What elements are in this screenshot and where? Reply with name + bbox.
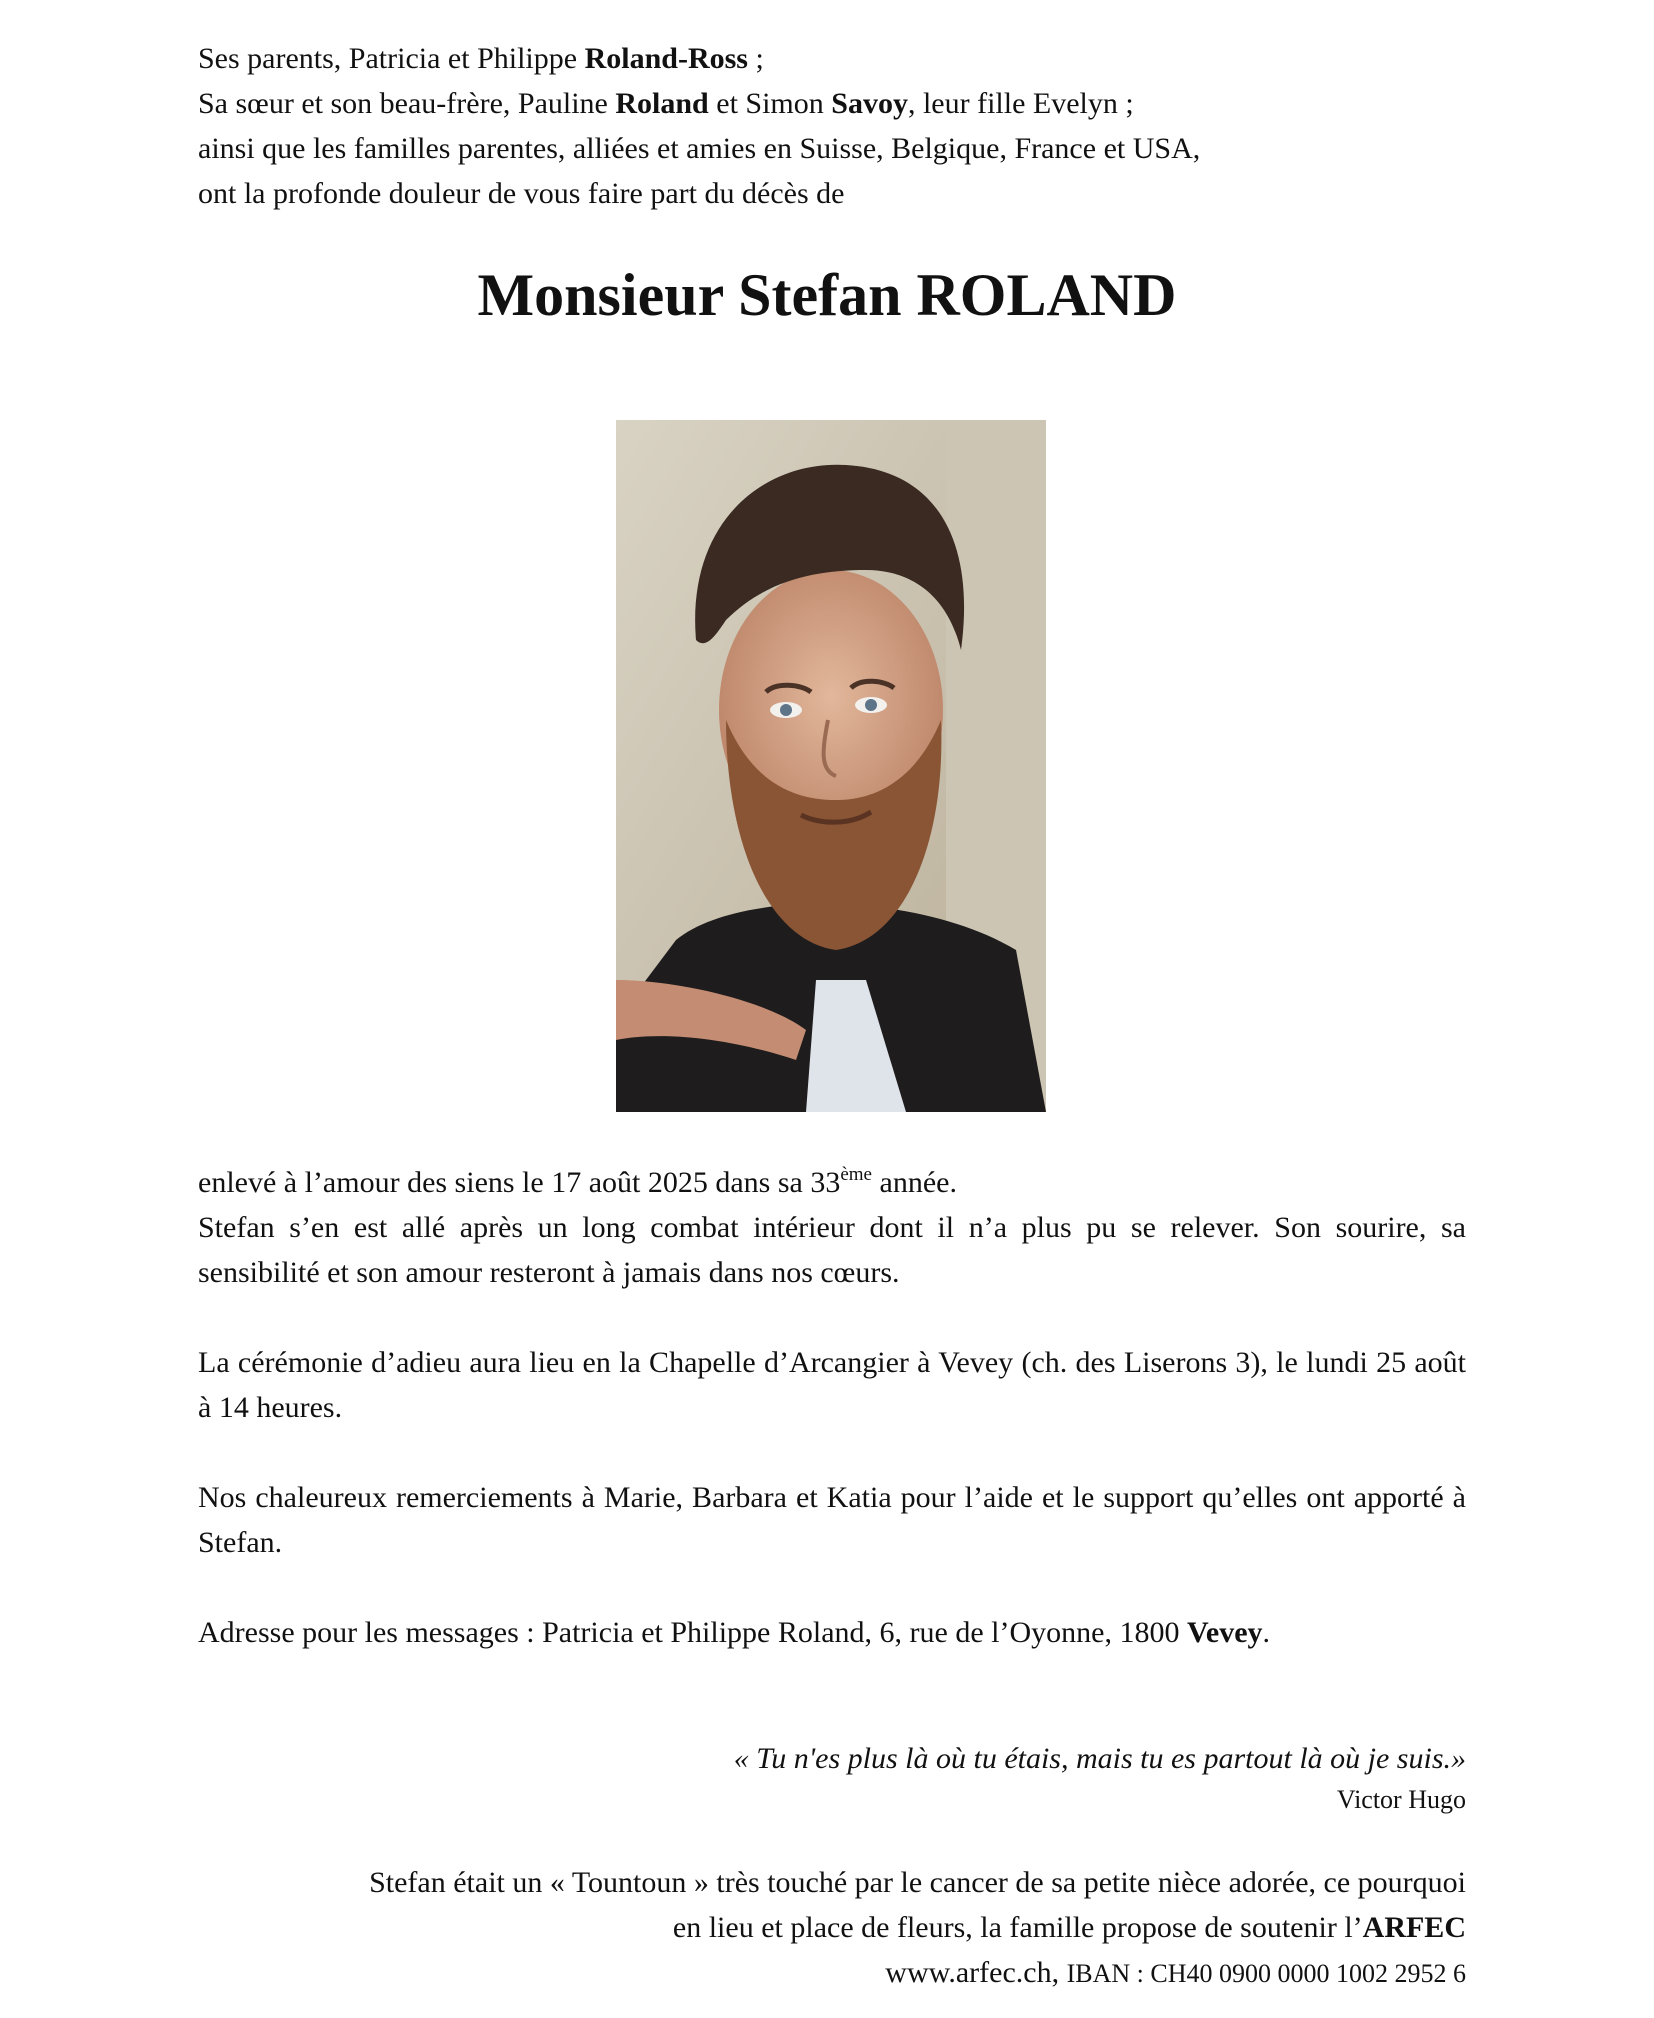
deceased-name-title: Monsieur Stefan ROLAND — [477, 262, 1177, 328]
donation-notice — [198, 1860, 1466, 1996]
charity-website: www.arfec.ch, — [885, 1956, 1067, 1989]
donation-line-2: en lieu et place de fleurs, la famille propose de soutenir l’ARFEC — [672, 1911, 1466, 1944]
remembrance-paragraph: Stefan s’en est allé après un long combat intérieur dont il n’a plus pu se relever. Son sourire, sa sensibilité et son amour resteront à jamais dans nos cœurs. — [198, 1211, 1466, 1289]
family-name-roland-ross: Roland-Ross — [584, 42, 748, 75]
address-city: Vevey — [1186, 1616, 1263, 1649]
portrait-photo — [616, 420, 1046, 1112]
ordinal-suffix: ème — [840, 1164, 872, 1185]
thanks-paragraph: Nos chaleureux remerciements à Marie, Barbara et Katia pour l’aide et le support qu’elles ont apporté à Stefan. — [198, 1481, 1466, 1559]
quote-author: Victor Hugo — [1336, 1785, 1466, 1814]
iban-number: IBAN : CH40 0900 0000 1002 2952 6 — [1066, 1959, 1466, 1988]
ceremony-paragraph: La cérémonie d’adieu aura lieu en la Chapelle d’Arcangier à Vevey (ch. des Liserons 3), le lundi 25 août à 14 heures. — [198, 1346, 1466, 1424]
intro-line-announcement: ont la profonde douleur de vous faire part du décès de — [198, 177, 845, 210]
family-name-roland: Roland — [615, 87, 709, 120]
charity-name: ARFEC — [1362, 1911, 1466, 1944]
donation-line-3 — [198, 1950, 1466, 1996]
intro-line-parents: Ses parents, Patricia et Philippe Roland-Ross ; — [198, 42, 764, 75]
intro-line-sister: Sa sœur et son beau-frère, Pauline Roland et Simon Savoy, leur fille Evelyn ; — [198, 87, 1134, 120]
obituary-body — [198, 1160, 1466, 1655]
quote-text: « Tu n'es plus là où tu étais, mais tu es partout là où je suis.» — [733, 1742, 1466, 1775]
donation-line-1: Stefan était un « Tountoun » très touché par le cancer de sa petite nièce adorée, ce pourquoi — [369, 1866, 1466, 1899]
family-name-savoy: Savoy — [831, 87, 908, 120]
address-paragraph: Adresse pour les messages : Patricia et Philippe Roland, 6, rue de l’Oyonne, 1800 Vevey. — [198, 1616, 1271, 1649]
family-announcement — [198, 36, 1458, 216]
death-notice-paragraph: enlevé à l’amour des siens le 17 août 2025 dans sa 33ème année. — [198, 1164, 957, 1199]
intro-line-families: ainsi que les familles parentes, alliées et amies en Suisse, Belgique, France et USA, — [198, 132, 1201, 165]
portrait-illustration — [616, 420, 1046, 1112]
